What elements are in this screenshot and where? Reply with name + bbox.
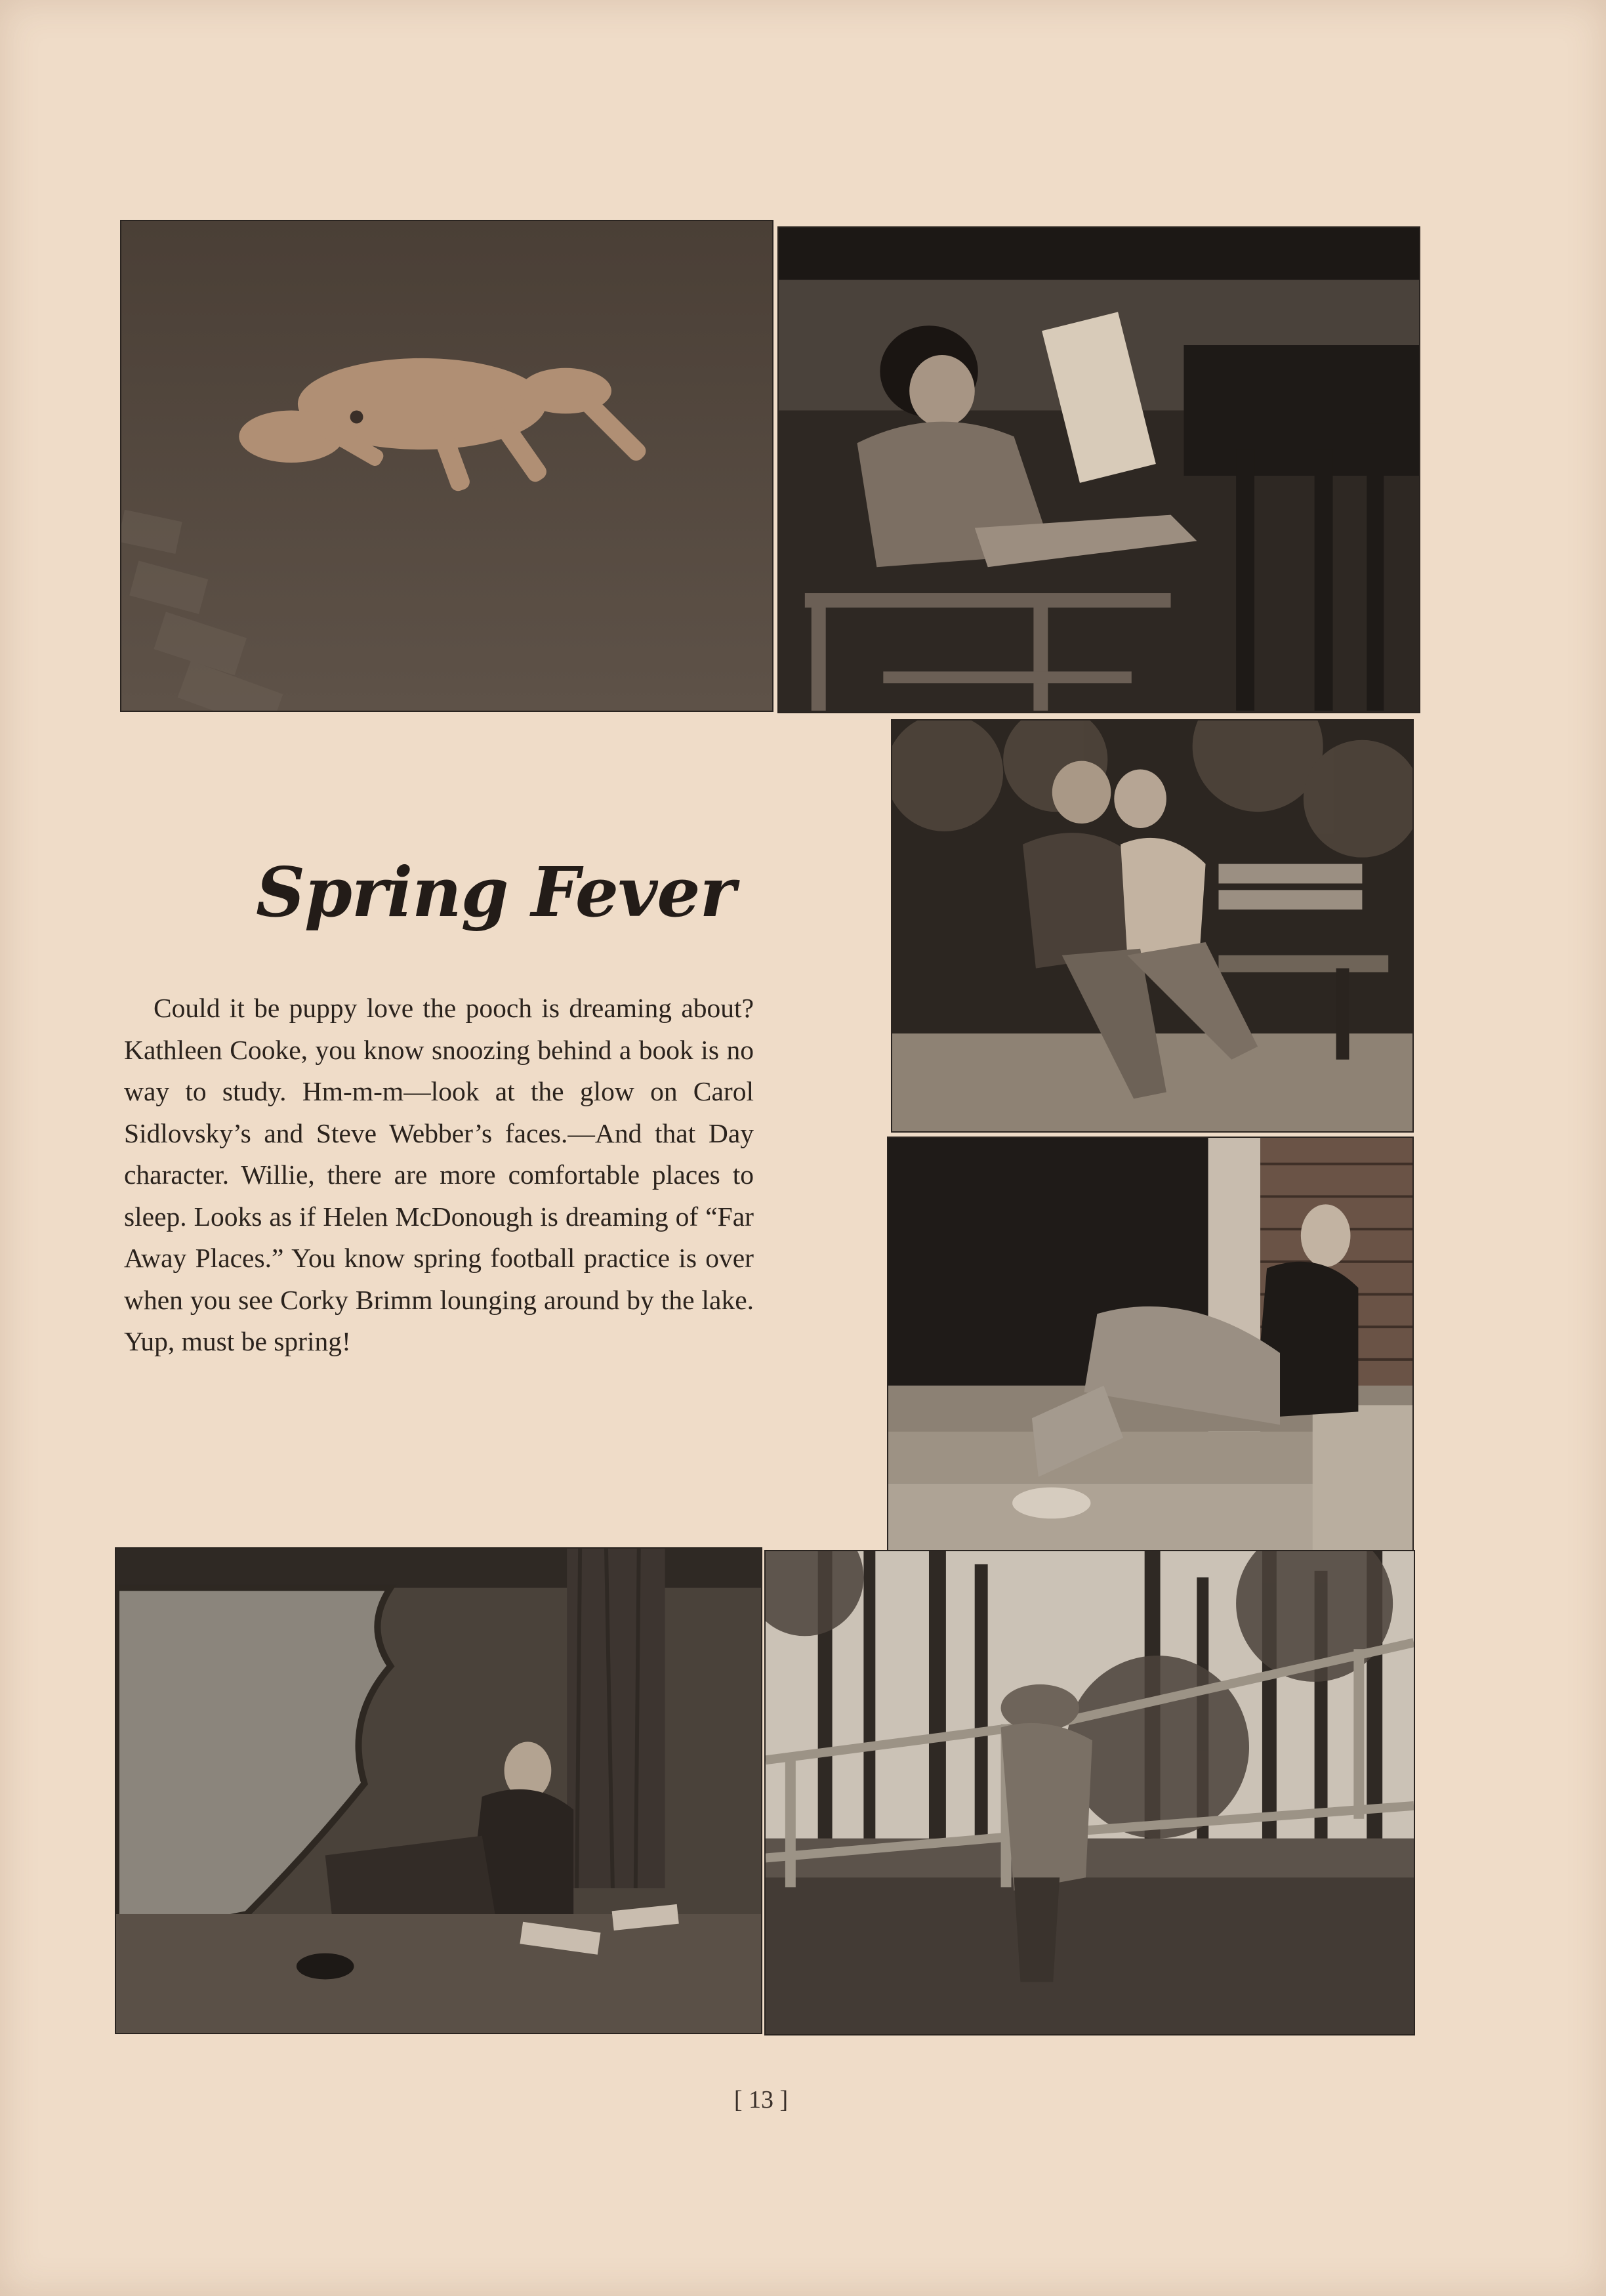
photo-sleeping-dog [120,220,773,712]
photo-man-by-lake [115,1547,762,2034]
article-caption: Could it be puppy love the pooch is dreaming about? Kathleen Cooke, you know snoozing behind a book is no way to study. Hm-m-m—look at the glow on Carol Sidlovsky’s and Steve Webber’s faces.—And that Day character. Willie, there are more comfortable places to sleep. Looks as if Helen McDonough is dreaming of “Far Away Places.” You know spring football practice is over when you see Corky Brimm lounging around by the lake. Yup, must be spring! [124,993,754,1356]
photo-man-on-steps [887,1137,1414,1551]
article-title: Spring Fever [256,852,735,932]
photo-couple-on-bench [891,719,1414,1133]
photo-person-on-railing [764,1550,1415,2035]
photo-student-reading [777,226,1420,713]
page-number: [ 13 ] [733,2086,789,2114]
